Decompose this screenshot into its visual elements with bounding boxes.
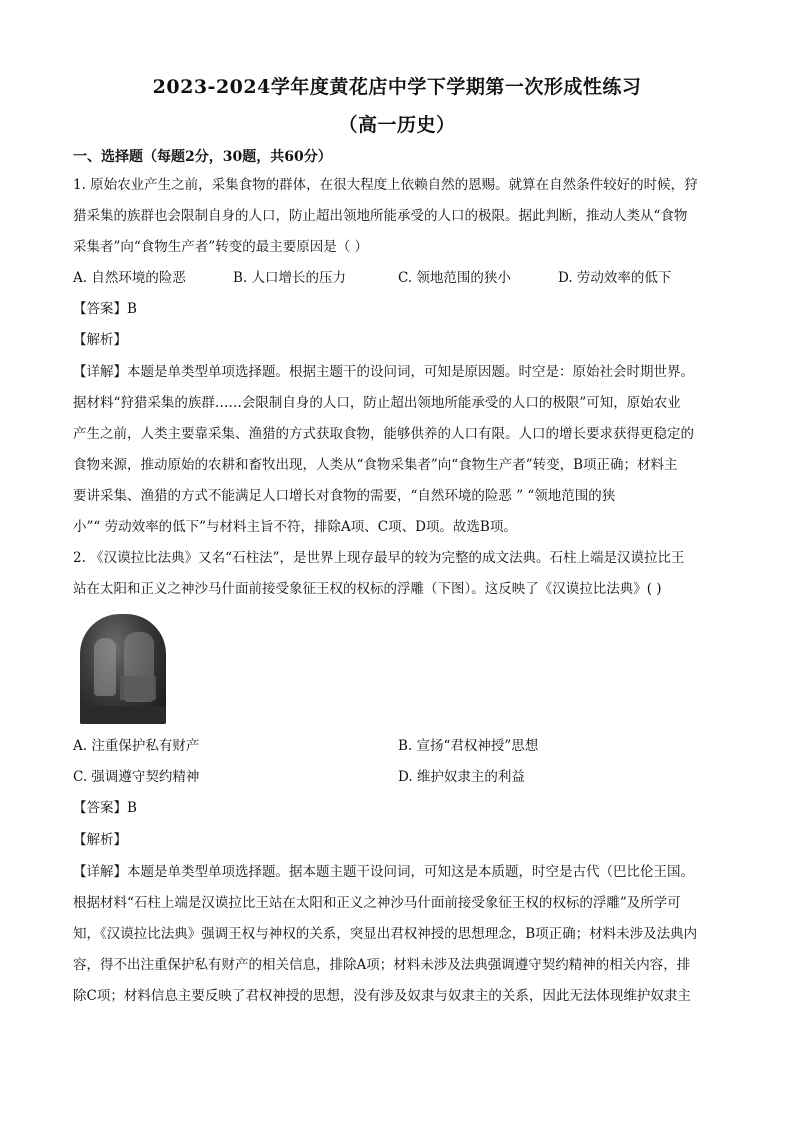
q2-option-b: B. 宣扬“君权神授”思想 [398,738,539,754]
q1-detail-line: 要讲采集、渔猎的方式不能满足人口增长对食物的需要，“自然环境的险恶 ” “领地范围的狭 [73,488,616,504]
q2-detail-line: 知，《汉谟拉比法典》强调王权与神权的关系，突显出君权神授的思想理念，B项正确；材料未涉及法典内 [73,926,698,942]
q1-detail-line: 小”“ 劳动效率的低下”与材料主旨不符，排除A项、C项、D项。故选B项。 [73,519,517,535]
document-title: 2023-2024学年度黄花店中学下学期第一次形成性练习 [152,76,642,98]
q1-stem-line: 猎采集的族群也会限制自身的人口，防止超出领地所能承受的人口的极限。据此判断，推动人类从“食物 [73,208,688,224]
q1-stem-line: 1. 原始农业产生之前，采集食物的群体，在很大程度上依赖自然的恩赐。就算在自然条件较好的时候，狩 [73,177,698,193]
q2-detail-line: 根据材料“石柱上端是汉谟拉比王站在太阳和正义之神沙马什面前接受象征王权的权标的浮雕”及所学可 [73,895,681,911]
q1-detail-line: 据材料“狩猎采集的族群……会限制自身的人口，防止超出领地所能承受的人口的极限”可知，原始农业 [73,395,681,411]
q2-detail-line: 【详解】本题是单类型单项选择题。据本题主题干设问词，可知这是本质题，时空是古代（巴比伦王国。 [73,864,694,880]
q1-stem-line: 采集者”向“食物生产者”转变的最主要原因是（ ） [73,239,368,255]
q1-detail-line: 【详解】本题是单类型单项选择题。根据主题干的设问词，可知是原因题。时空是：原始社会时期世界。 [73,364,694,380]
q1-answer: 【答案】B [73,301,137,317]
document-subtitle: （高一历史） [338,114,456,136]
q1-option-b: B. 人口增长的压力 [233,270,347,286]
section-heading: 一、选择题（每题2分，30题，共60分） [73,149,332,165]
q2-analysis-label: 【解析】 [73,832,127,848]
q1-option-c: C. 领地范围的狭小 [398,270,511,286]
q2-detail-line: 容，得不出注重保护私有财产的相关信息，排除A项；材料未涉及法典强调遵守契约精神的相关内容，排 [73,957,691,973]
q1-detail-line: 食物来源，推动原始的农耕和畜牧出现，人类从“食物采集者”向“食物生产者”转变，B项正确；材料主 [73,457,678,473]
q2-option-c: C. 强调遵守契约精神 [73,769,200,785]
q1-option-d: D. 劳动效率的低下 [558,270,672,286]
q2-stem-line: 2. 《汉谟拉比法典》又名“石柱法”，是世界上现存最早的较为完整的成文法典。石柱上端是汉谟拉比王 [73,550,685,566]
q1-detail-line: 产生之前，人类主要靠采集、渔猎的方式获取食物，能够供养的人口有限。人口的增长要求获得更稳定的 [73,426,694,442]
q1-analysis-label: 【解析】 [73,332,127,348]
q2-answer: 【答案】B [73,800,137,816]
q2-stem-line: 站在太阳和正义之神沙马什面前接受象征王权的权标的浮雕（下图）。这反映了《汉谟拉比法典》( ) [73,581,662,597]
q1-option-a: A. 自然环境的险恶 [73,270,186,286]
q2-option-d: D. 维护奴隶主的利益 [398,769,525,785]
q2-option-a: A. 注重保护私有财产 [73,738,200,754]
hammurabi-stele-image [80,614,166,724]
q2-detail-line: 除C项；材料信息主要反映了君权神授的思想，没有涉及奴隶与奴隶主的关系，因此无法体现维护奴隶主 [73,988,691,1004]
